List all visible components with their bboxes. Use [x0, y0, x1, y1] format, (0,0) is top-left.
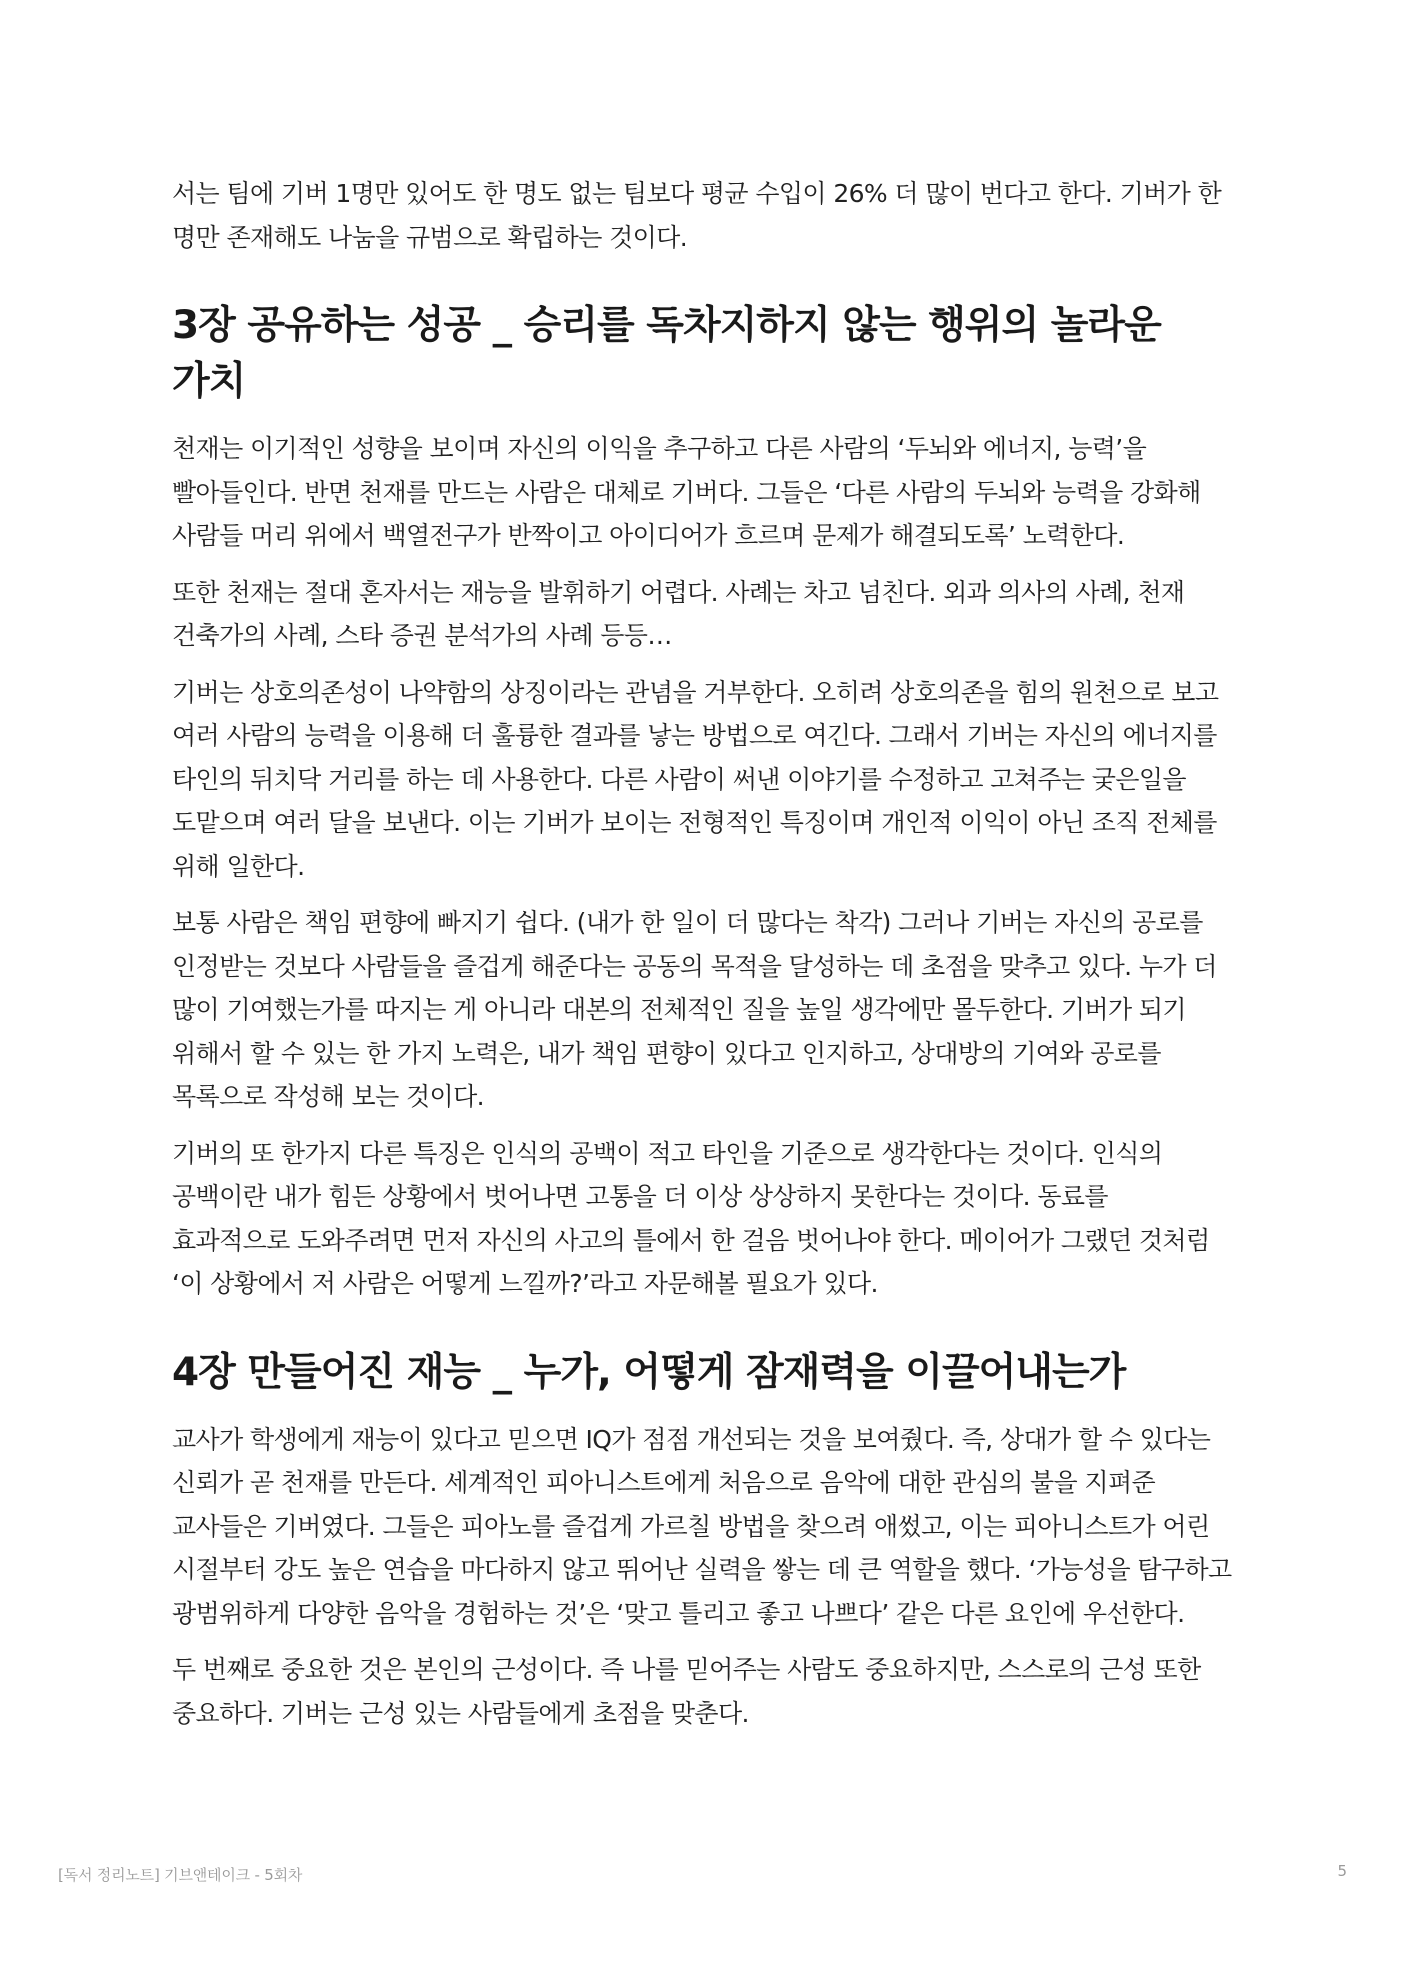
- document-body: [172, 172, 1232, 1748]
- chapter-3-paragraph-1: 천재는 이기적인 성향을 보이며 자신의 이익을 추구하고 다른 사람의 ‘두뇌와 에너지, 능력’을 빨아들인다. 반면 천재를 만드는 사람은 대체로 기버다. 그들은 ‘다른 사람의 두뇌와 능력을 강화해 사람들 머리 위에서 백열전구가 반짝이고 아이디어가 흐르며 문제가 해결되도록’ 노력한다.: [172, 434, 1201, 550]
- chapter-3-paragraph-4: 보통 사람은 책임 편향에 빠지기 쉽다. (내가 한 일이 더 많다는 착각) 그러나 기버는 자신의 공로를 인정받는 것보다 사람들을 즐겁게 해준다는 공동의 목적을 달성하는 데 초점을 맞추고 있다. 누가 더 많이 기여했는가를 따지는 게 아니라 대본의 전체적인 질을 높일 생각에만 몰두한다. 기버가 되기 위해서 할 수 있는 한 가지 노력은, 내가 책임 편향이 있다고 인지하고, 상대방의 기여와 공로를 목록으로 작성해 보는 것이다.: [172, 908, 1217, 1111]
- chapter-3-paragraph-5: 기버의 또 한가지 다른 특징은 인식의 공백이 적고 타인을 기준으로 생각한다는 것이다. 인식의 공백이란 내가 힘든 상황에서 벗어나면 고통을 더 이상 상상하지 못한다는 것이다. 동료를 효과적으로 도와주려면 먼저 자신의 사고의 틀에서 한 걸음 벗어나야 한다. 메이어가 그랬던 것처럼 ‘이 상황에서 저 사람은 어떻게 느낄까?’라고 자문해볼 필요가 있다.: [172, 1138, 1210, 1298]
- intro-paragraph: 서는 팀에 기버 1명만 있어도 한 명도 없는 팀보다 평균 수입이 26% 더 많이 번다고 한다. 기버가 한 명만 존재해도 나눔을 규범으로 확립하는 것이다.: [172, 179, 1222, 252]
- chapter-4-paragraph-1: 교사가 학생에게 재능이 있다고 믿으면 IQ가 점점 개선되는 것을 보여줬다. 즉, 상대가 할 수 있다는 신뢰가 곧 천재를 만든다. 세계적인 피아니스트에게 처음으로 음악에 대한 관심의 불을 지펴준 교사들은 기버였다. 그들은 피아노를 즐겁게 가르칠 방법을 찾으려 애썼고, 이는 피아니스트가 어린 시절부터 강도 높은 연습을 마다하지 않고 뛰어난 실력을 쌓는 데 큰 역할을 했다. ‘가능성을 탐구하고 광범위하게 다양한 음악을 경험하는 것’은 ‘맞고 틀리고 좋고 나쁘다’ 같은 다른 요인에 우선한다.: [172, 1424, 1232, 1628]
- chapter-4-paragraph-2: 두 번째로 중요한 것은 본인의 근성이다. 즉 나를 믿어주는 사람도 중요하지만, 스스로의 근성 또한 중요하다. 기버는 근성 있는 사람들에게 초점을 맞춘다.: [172, 1655, 1201, 1728]
- chapter-3-paragraph-2: 또한 천재는 절대 혼자서는 재능을 발휘하기 어렵다. 사례는 차고 넘친다. 외과 의사의 사례, 천재 건축가의 사례, 스타 증권 분석가의 사례 등등…: [172, 577, 1185, 650]
- chapter-3-heading: 3장 공유하는 성공 _ 승리를 독차지하지 않는 행위의 놀라운 가치: [172, 303, 1161, 404]
- footer-page-number: 5: [1337, 1862, 1347, 1880]
- chapter-3-paragraph-3: 기버는 상호의존성이 나약함의 상징이라는 관념을 거부한다. 오히려 상호의존을 힘의 원천으로 보고 여러 사람의 능력을 이용해 더 훌륭한 결과를 낳는 방법으로 여긴다. 그래서 기버는 자신의 에너지를 타인의 뒤치닥 거리를 하는 데 사용한다. 다른 사람이 써낸 이야기를 수정하고 고쳐주는 궂은일을 도맡으며 여러 달을 보낸다. 이는 기버가 보이는 전형적인 특징이며 개인적 이익이 아닌 조직 전체를 위해 일한다.: [172, 677, 1219, 881]
- footer-document-title: [독서 정리노트] 기브앤테이크 - 5회차: [58, 1866, 303, 1884]
- chapter-4-heading: 4장 만들어진 재능 _ 누가, 어떻게 잠재력을 이끌어내는가: [172, 1349, 1126, 1395]
